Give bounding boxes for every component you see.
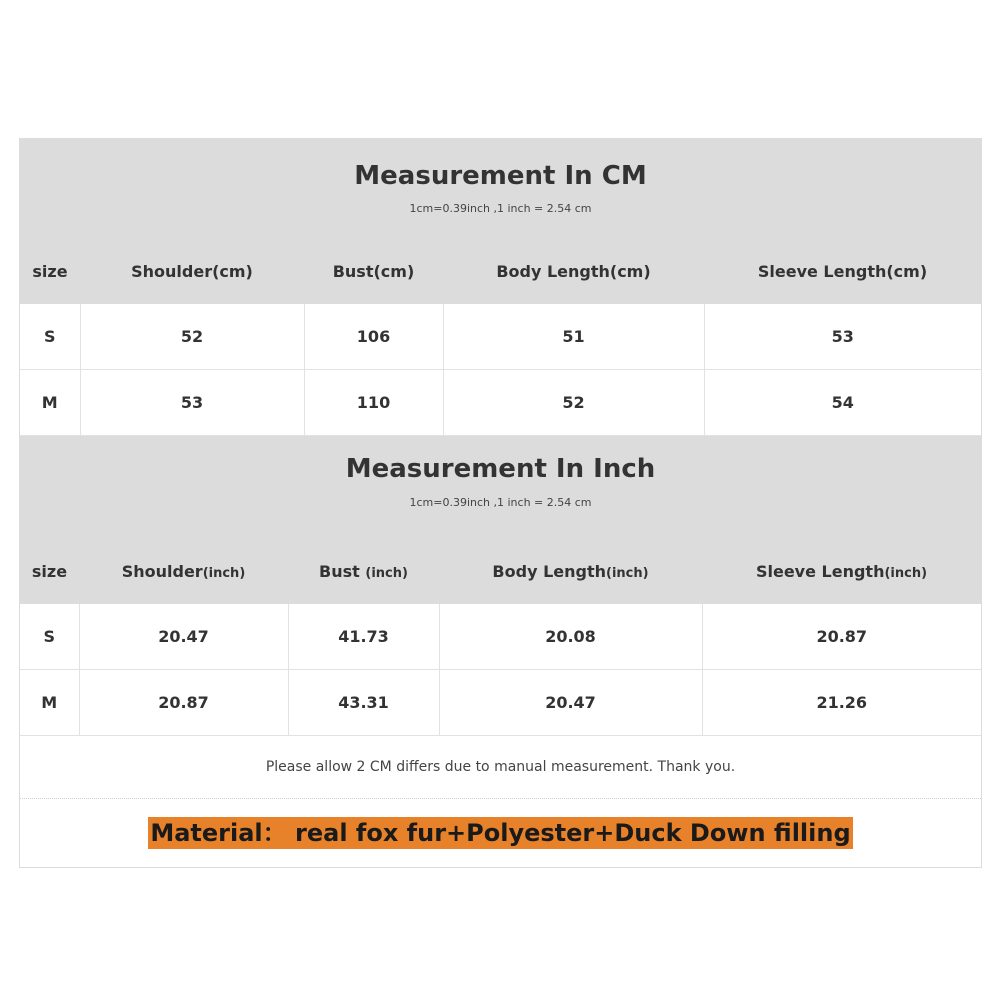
inch-col-body-length: Body Length(inch) — [439, 538, 702, 604]
table-row — [20, 604, 981, 670]
sleeve-length-cell: 20.87 — [702, 604, 981, 670]
table-row — [20, 670, 981, 736]
shoulder-cell: 53 — [80, 370, 304, 436]
cm-header-row — [20, 238, 981, 304]
sleeve-length-cell: 21.26 — [702, 670, 981, 736]
inch-header-row — [20, 538, 981, 604]
cm-col-shoulder: Shoulder(cm) — [80, 238, 304, 304]
measurement-disclaimer: Please allow 2 CM differs due to manual measurement. Thank you. — [20, 736, 981, 799]
material-label: Material： real fox fur+Polyester+Duck Down filling — [150, 819, 851, 847]
cm-table — [20, 238, 981, 436]
size-cell: M — [20, 670, 79, 736]
cm-col-size: size — [20, 238, 80, 304]
cm-col-sleeve-length: Sleeve Length(cm) — [704, 238, 981, 304]
body-length-cell: 52 — [443, 370, 704, 436]
cm-section-header — [20, 139, 981, 238]
size-cell: M — [20, 370, 80, 436]
size-cell: S — [20, 604, 79, 670]
body-length-cell: 20.08 — [439, 604, 702, 670]
inch-title: Measurement In Inch — [345, 454, 656, 484]
inch-table — [20, 538, 981, 736]
shoulder-cell: 20.47 — [79, 604, 288, 670]
inch-col-sleeve-length: Sleeve Length(inch) — [702, 538, 981, 604]
table-row — [20, 304, 981, 370]
size-cell: S — [20, 304, 80, 370]
shoulder-cell: 52 — [80, 304, 304, 370]
material-section — [20, 799, 981, 867]
cm-col-bust: Bust(cm) — [304, 238, 443, 304]
shoulder-cell: 20.87 — [79, 670, 288, 736]
inch-col-bust: Bust (inch) — [288, 538, 439, 604]
inch-section-header — [20, 436, 981, 538]
cm-col-body-length: Body Length(cm) — [443, 238, 704, 304]
inch-col-size: size — [20, 538, 79, 604]
sleeve-length-cell: 54 — [704, 370, 981, 436]
bust-cell: 43.31 — [288, 670, 439, 736]
cm-conversion-note: 1cm=0.39inch ,1 inch = 2.54 cm — [409, 202, 592, 215]
bust-cell: 110 — [304, 370, 443, 436]
bust-cell: 106 — [304, 304, 443, 370]
inch-conversion-note: 1cm=0.39inch ,1 inch = 2.54 cm — [409, 496, 592, 509]
inch-col-shoulder: Shoulder(inch) — [79, 538, 288, 604]
body-length-cell: 51 — [443, 304, 704, 370]
sleeve-length-cell: 53 — [704, 304, 981, 370]
cm-title: Measurement In CM — [354, 161, 647, 191]
bust-cell: 41.73 — [288, 604, 439, 670]
body-length-cell: 20.47 — [439, 670, 702, 736]
size-chart — [19, 138, 982, 868]
table-row — [20, 370, 981, 436]
